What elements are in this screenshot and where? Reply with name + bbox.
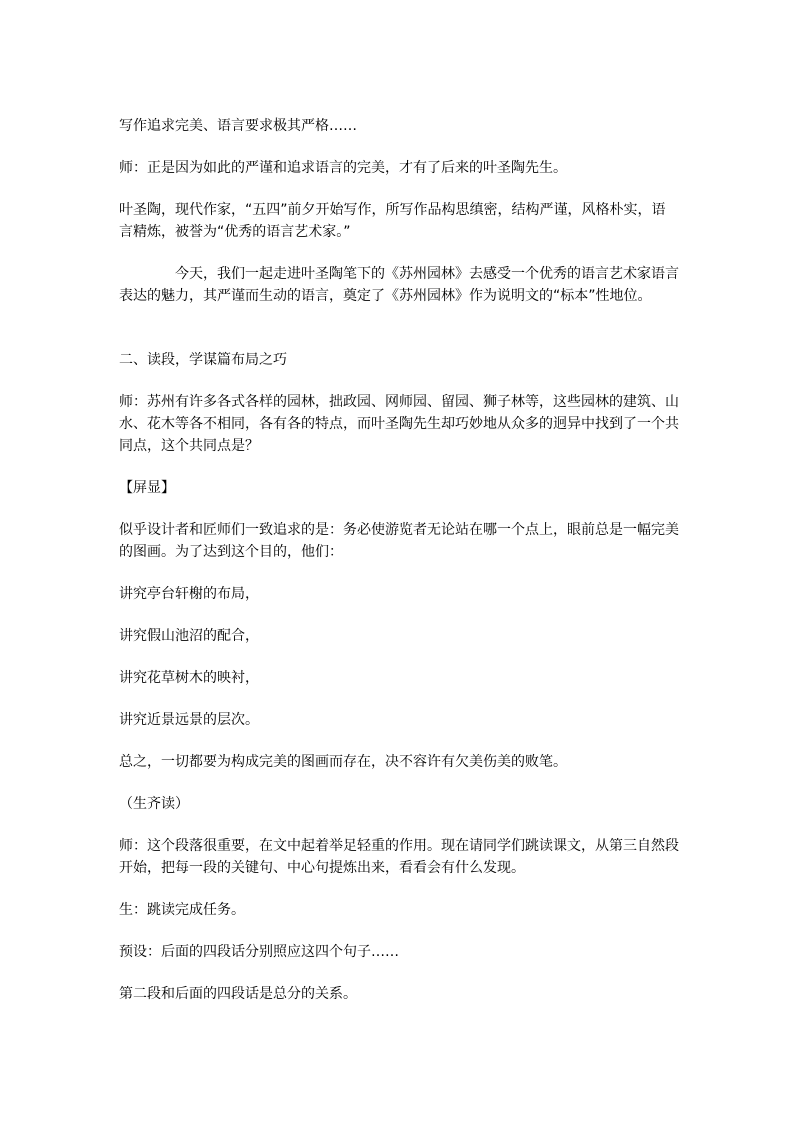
paragraph-teacher-task: 师：这个段落很重要，在文中起着举足轻重的作用。现在请同学们跳读课文，从第三自然段开始，把每一段的关键句、中心句提炼出来，看看会有什么发现。 (119, 838, 679, 876)
paragraph-teacher-question: 师：苏州有许多各式各样的园林，拙政园、网师园、留园、狮子林等，这些园林的建筑、山水、花木等各不相同，各有各的特点，而叶圣陶先生却巧妙地从众多的迥异中找到了一个共同点，这个共同点是？ (119, 394, 679, 454)
paragraph-today: 今天，我们一起走进叶圣陶笔下的《苏州园林》去感受一个优秀的语言艺术家语言表达的魅力，其严谨而生动的语言，奠定了《苏州园林》作为说明文的“标本”性地位。 (119, 266, 679, 304)
paragraph-summary: 总之，一切都要为构成完美的图画而存在，决不容许有欠美伤美的败笔。 (119, 754, 567, 770)
paragraph-student: 生：跳读完成任务。 (119, 902, 245, 918)
paragraph-quote: 似乎设计者和匠师们一致追求的是：务必使游览者无论站在哪一个点上，眼前总是一幅完美的图画。为了达到这个目的，他们： (119, 522, 679, 560)
paragraph-read-aloud: （生齐读） (119, 796, 189, 812)
list-item-layout: 讲究亭台轩榭的布局， (119, 586, 259, 602)
paragraph-intro-end: 写作追求完美、语言要求极其严格…… (119, 118, 357, 134)
list-item-rockery: 讲究假山池沼的配合， (119, 628, 259, 644)
document-page (119, 115, 679, 1005)
paragraph-preset: 预设：后面的四段话分别照应这四个句子…… (119, 944, 399, 960)
list-item-scenery: 讲究近景远景的层次。 (119, 712, 259, 728)
paragraph-teacher-rigor: 师：正是因为如此的严谨和追求语言的完美，才有了后来的叶圣陶先生。 (119, 160, 567, 176)
paragraph-relation: 第二段和后面的四段话是总分的关系。 (119, 986, 357, 1002)
section-heading: 二、读段，学谋篇布局之巧 (119, 352, 287, 368)
paragraph-author-bio: 叶圣陶，现代作家，“五四”前夕开始写作，所写作品构思缜密，结构严谨，风格朴实，语言精炼，被誉为“优秀的语言艺术家。” (119, 202, 666, 240)
list-item-plants: 讲究花草树木的映衬， (119, 670, 259, 686)
screen-display-label: 【屏显】 (119, 480, 175, 496)
